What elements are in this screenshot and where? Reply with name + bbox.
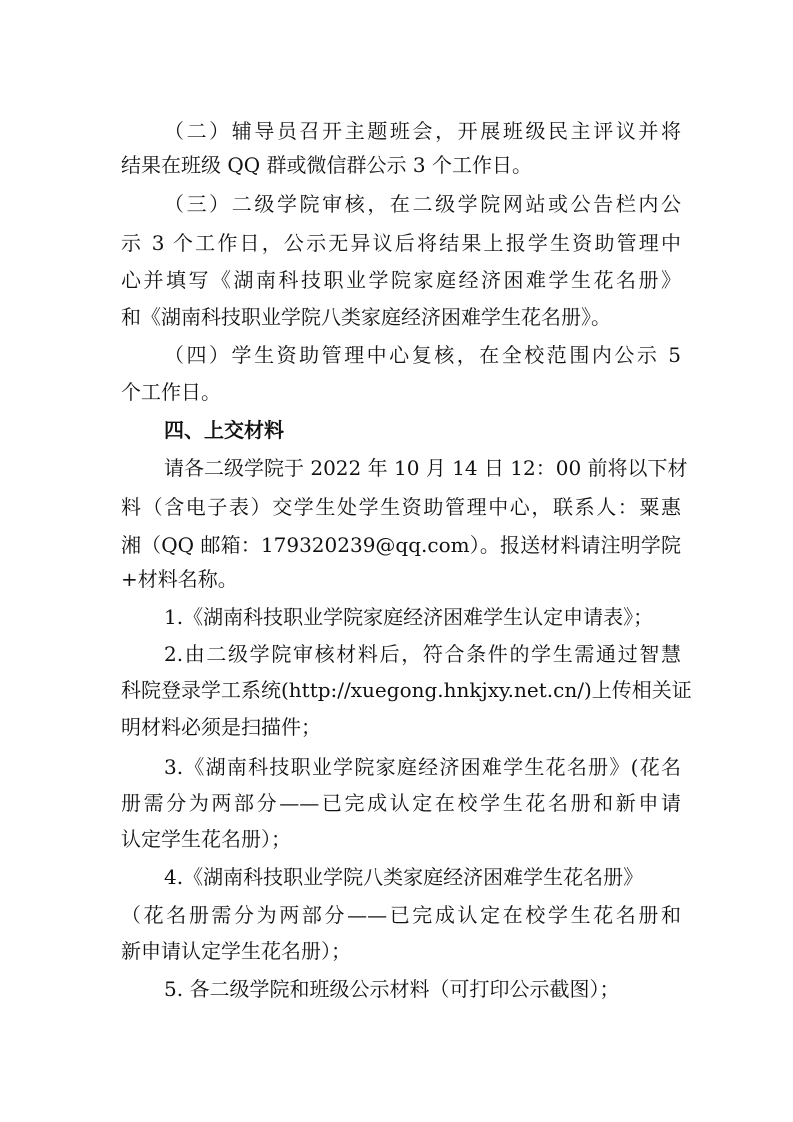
text-line-20: 认定学生花名册）；	[121, 827, 291, 851]
text-line-4: 示 3 个工作日，公示无异议后将结果上报学生资助管理中	[121, 231, 681, 255]
text-line-15: 2.由二级学院审核材料后，符合条件的学生需通过智慧	[164, 642, 681, 666]
text-line-17: 明材料必须是扫描件；	[121, 715, 321, 739]
section-heading: 四、上交材料	[164, 418, 284, 442]
text-line-18: 3.《湖南科技职业学院家庭经济困难学生花名册》(花名	[164, 755, 681, 779]
text-line-24: 5. 各二级学院和班级公示材料（可打印公示截图）；	[164, 977, 620, 1001]
text-line-7: （四）学生资助管理中心复核，在全校范围内公示 5	[164, 343, 681, 367]
text-line-19: 册需分为两部分——已完成认定在校学生花名册和新申请	[121, 791, 681, 815]
text-line-2: 结果在班级 QQ 群或微信群公示 3 个工作日。	[121, 153, 532, 177]
text-line-14: 1.《湖南科技职业学院家庭经济困难学生认定申请表》；	[164, 605, 654, 629]
text-line-23: 新申请认定学生花名册）；	[121, 939, 351, 963]
text-line-8: 个工作日。	[121, 380, 221, 404]
text-line-3: （三）二级学院审核，在二级学院网站或公告栏内公	[164, 192, 681, 216]
text-line-11: 料（含电子表）交学生处学生资助管理中心，联系人：粟惠	[121, 495, 681, 519]
text-line-16: 科院登录学工系统(http://xuegong.hnkjxy.net.cn/)上传相关证	[121, 678, 692, 702]
text-line-5: 心并填写《湖南科技职业学院家庭经济困难学生花名册》	[121, 268, 681, 292]
text-line-13: +材料名称。	[121, 567, 238, 591]
text-line-22: （花名册需分为两部分——已完成认定在校学生花名册和	[121, 903, 681, 927]
text-line-1: （二）辅导员召开主题班会，开展班级民主评议并将	[164, 119, 681, 143]
text-line-21: 4.《湖南科技职业学院八类家庭经济困难学生花名册》	[164, 865, 644, 889]
text-line-6: 和《湖南科技职业学院八类家庭经济困难学生花名册》。	[121, 305, 611, 329]
text-line-10: 请各二级学院于 2022 年 10 月 14 日 12：00 前将以下材	[164, 456, 688, 480]
text-line-12: 湘（QQ 邮箱：179320239@qq.com）。报送材料请注明学院	[121, 533, 681, 557]
